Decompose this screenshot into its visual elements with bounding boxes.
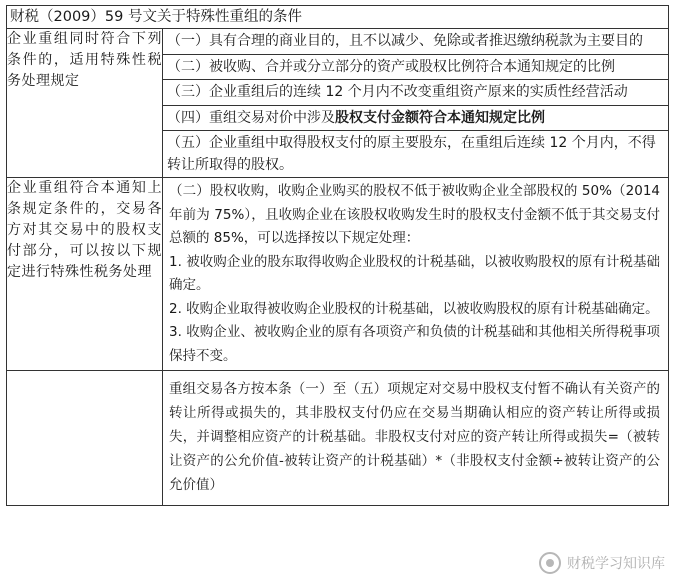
table-row bbox=[7, 178, 669, 371]
table-row bbox=[7, 29, 669, 178]
equity-acquisition-rules bbox=[163, 178, 668, 370]
condition-4-text: （四）重组交易对价中涉及 bbox=[167, 109, 335, 126]
rule-intro: （二）股权收购，收购企业购买的股权不低于被收购企业全部股权的 50%（2014 年前为 75%），且收购企业在该股权收购发生时的股权支付金额不低于其交易支付总额的 85%，可以选择按以下规定处理： bbox=[169, 183, 660, 246]
row-label-empty bbox=[7, 371, 163, 506]
row-label-conditions: 企业重组同时符合下列条件的，适用特殊性税务处理规定 bbox=[7, 29, 163, 178]
condition-2: （二）被收购、合并或分立部分的资产或股权比例符合本通知规定的比例 bbox=[163, 55, 668, 81]
rule-item-1: 1. 被收购企业的股东取得收购企业股权的计税基础，以被收购股权的原有计税基础确定。 bbox=[169, 253, 660, 293]
condition-5: （五）企业重组中取得股权支付的原主要股东，在重组后连续 12 个月内，不得转让所取得的股权。 bbox=[167, 135, 656, 173]
condition-4 bbox=[163, 106, 668, 132]
condition-4-bold: 股权支付金额符合本通知规定比例 bbox=[335, 109, 545, 126]
condition-3: （三）企业重组后的连续 12 个月内不改变重组资产原来的实质性经营活动 bbox=[163, 80, 668, 106]
conditions-cell bbox=[163, 29, 669, 178]
treatment-cell bbox=[163, 178, 669, 371]
rule-item-3: 3. 收购企业、被收购企业的原有各项资产和负债的计税基础和其他相关所得税事项保持不变。 bbox=[169, 324, 660, 364]
watermark-text: 财税学习知识库 bbox=[567, 556, 665, 572]
non-equity-payment-note: 重组交易各方按本条（一）至（五）项规定对交易中股权支付暂不确认有关资产的转让所得或损失的，其非股权支付仍应在交易当期确认相应的资产转让所得或损失，并调整相应资产的计税基础。非股权支付对应的资产转让所得或损失=（被转让资产的公允价值-被转让资产的计税基础）*（非股权支付金额÷被转让资产的公允价值） bbox=[169, 381, 660, 493]
table-title: 财税（2009）59 号文关于特殊性重组的条件 bbox=[6, 5, 669, 29]
row-label-treatment: 企业重组符合本通知上条规定条件的，交易各方对其交易中的股权支付部分，可以按以下规定进行特殊性税务处理 bbox=[7, 178, 163, 371]
condition-1: （一）具有合理的商业目的，且不以减少、免除或者推迟缴纳税款为主要目的 bbox=[163, 29, 668, 55]
conditions-table bbox=[6, 28, 669, 506]
document-page bbox=[6, 5, 669, 584]
note-cell bbox=[163, 371, 669, 506]
rule-item-2: 2. 收购企业取得被收购企业股权的计税基础，以被收购股权的原有计税基础确定。 bbox=[169, 300, 659, 317]
table-row bbox=[7, 371, 669, 506]
